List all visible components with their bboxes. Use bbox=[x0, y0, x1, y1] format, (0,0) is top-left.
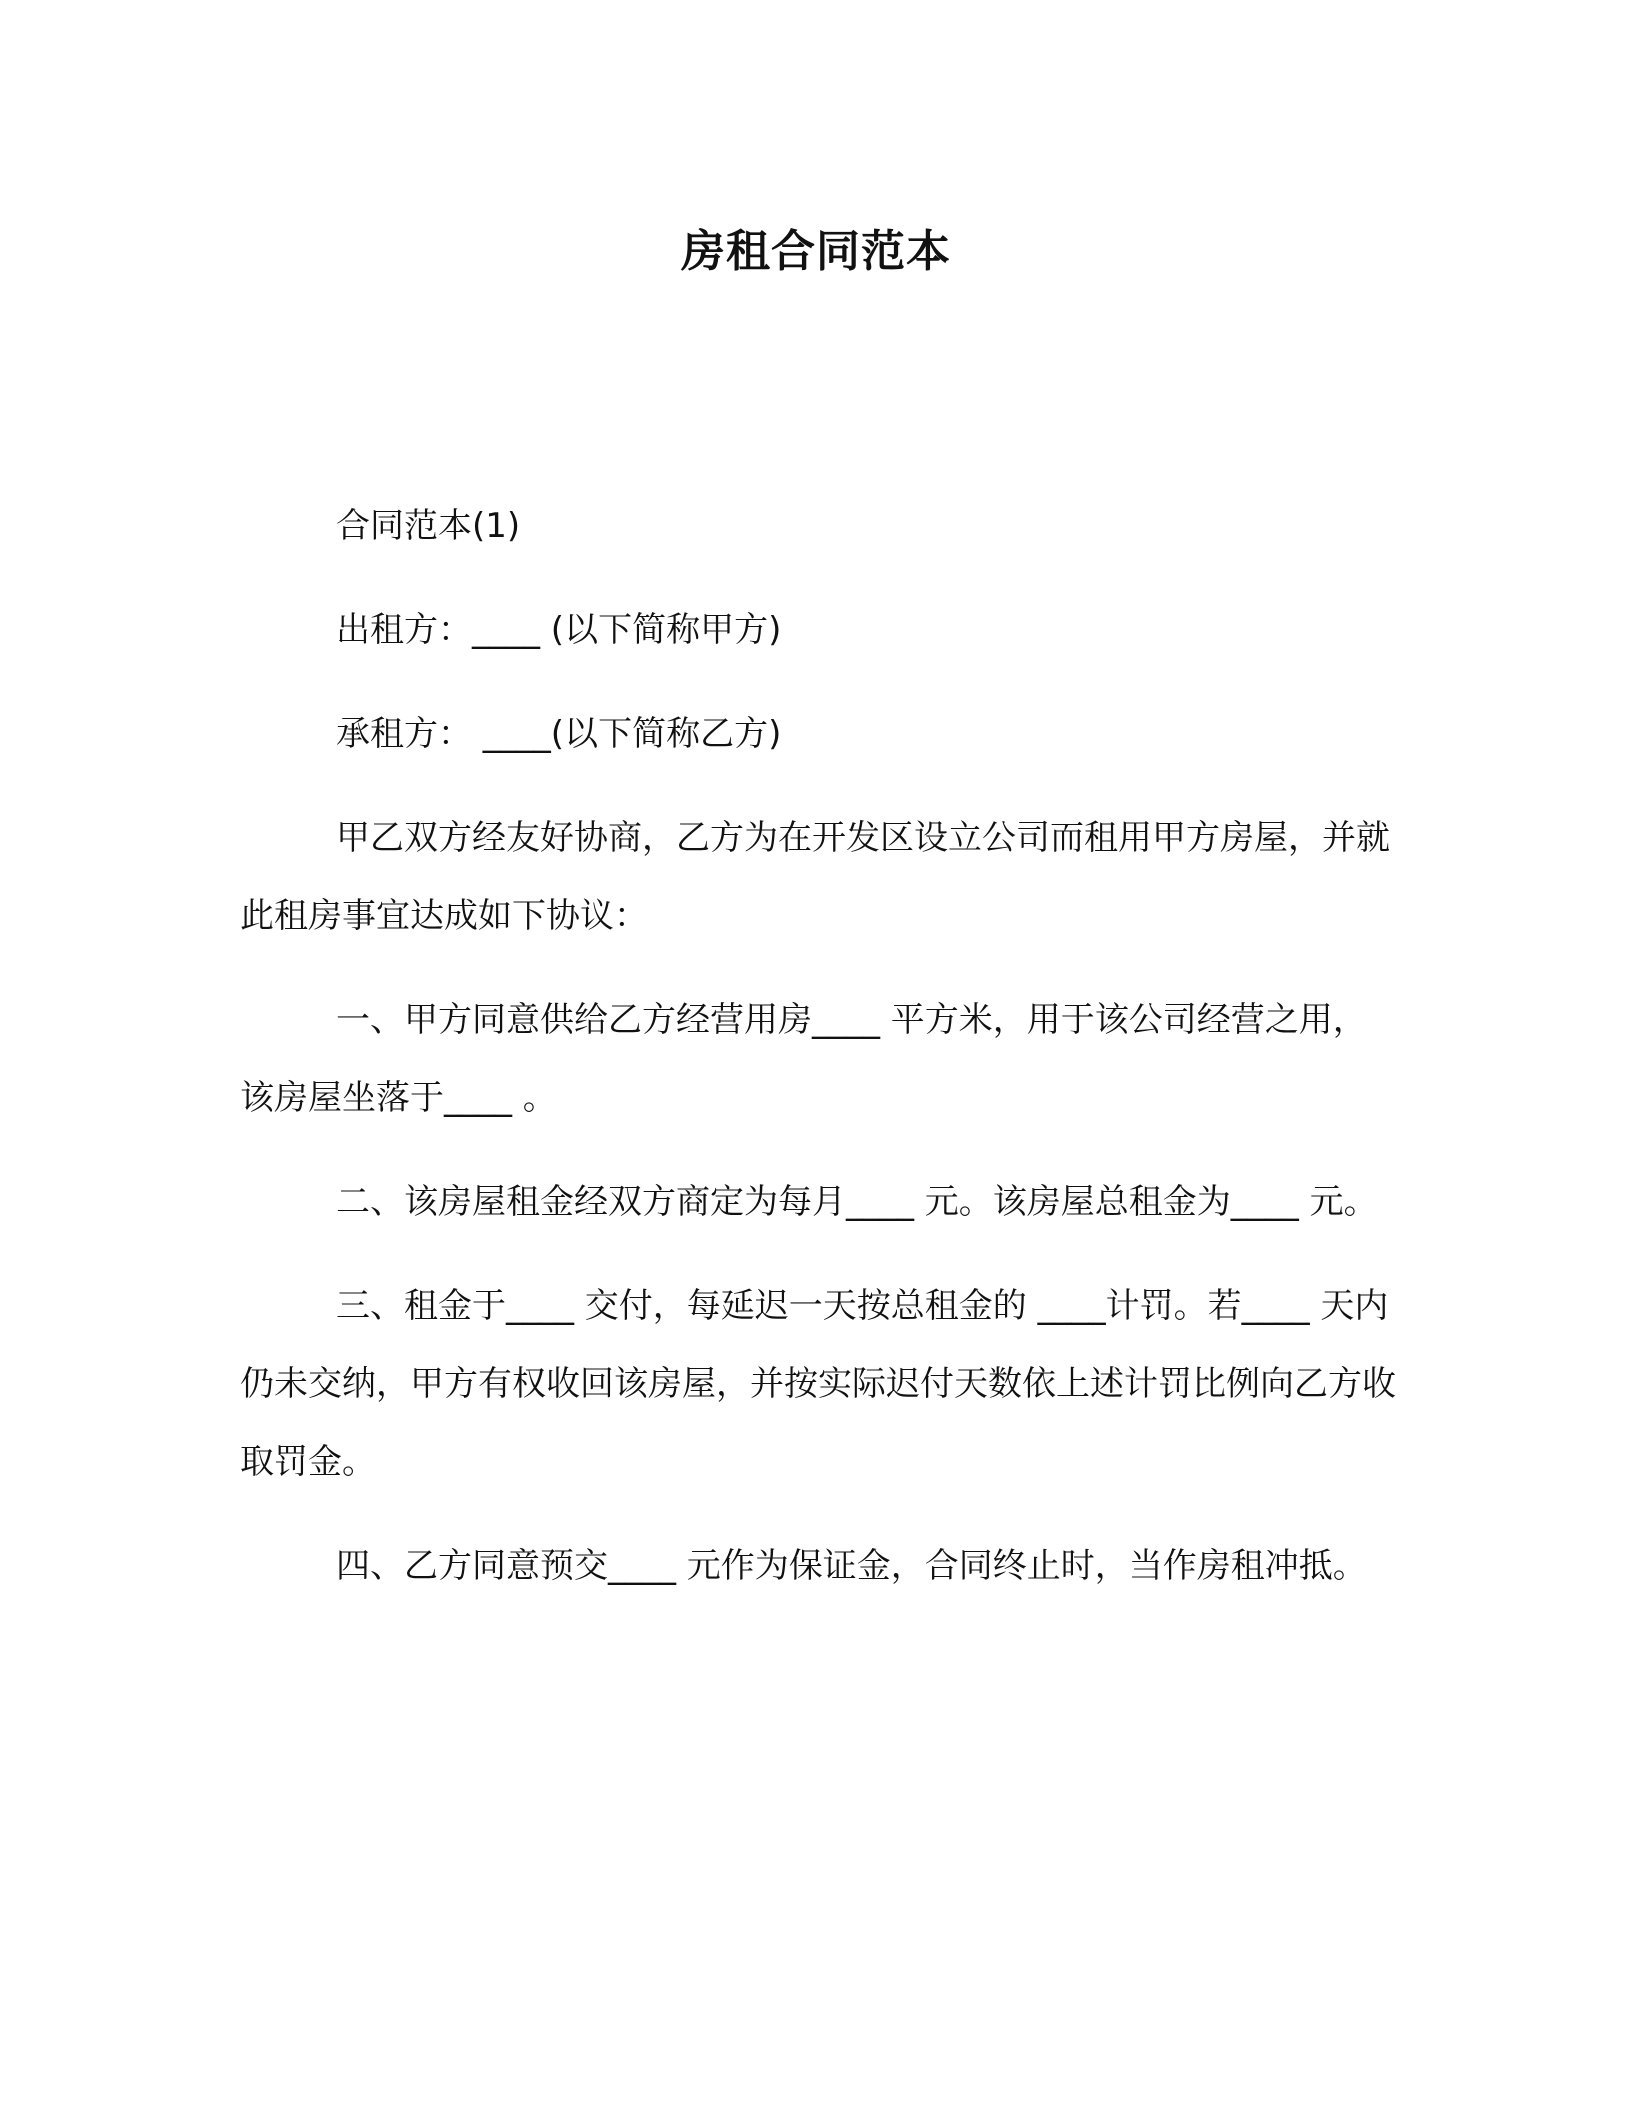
paragraph-clause-3: 三、租金于____ 交付，每延迟一天按总租金的 ____计罚。若____ 天内仍未交纳，甲方有权收回该房屋，并按实际迟付天数依上述计罚比例向乙方收取罚金。 bbox=[240, 1286, 1396, 1482]
paragraph-clause-1: 一、甲方同意供给乙方经营用房____ 平方米，用于该公司经营之用，该房屋坐落于____ 。 bbox=[240, 1000, 1367, 1118]
document-title: 房租合同范本 bbox=[681, 226, 951, 277]
paragraph-clause-4: 四、乙方同意预交____ 元作为保证金，合同终止时，当作房租冲抵。 bbox=[336, 1546, 1367, 1586]
paragraph-lessee: 承租方： ____(以下简称乙方) bbox=[336, 714, 782, 754]
document-body bbox=[240, 487, 1400, 1631]
paragraph-contract-sample: 合同范本(1) bbox=[336, 506, 521, 546]
paragraph-lessor: 出租方：____ (以下简称甲方) bbox=[336, 610, 782, 650]
paragraph-clause-2: 二、该房屋租金经双方商定为每月____ 元。该房屋总租金为____ 元。 bbox=[336, 1182, 1378, 1222]
paragraph-preamble: 甲乙双方经友好协商，乙方为在开发区设立公司而租用甲方房屋，并就此租房事宜达成如下协议： bbox=[240, 818, 1390, 936]
